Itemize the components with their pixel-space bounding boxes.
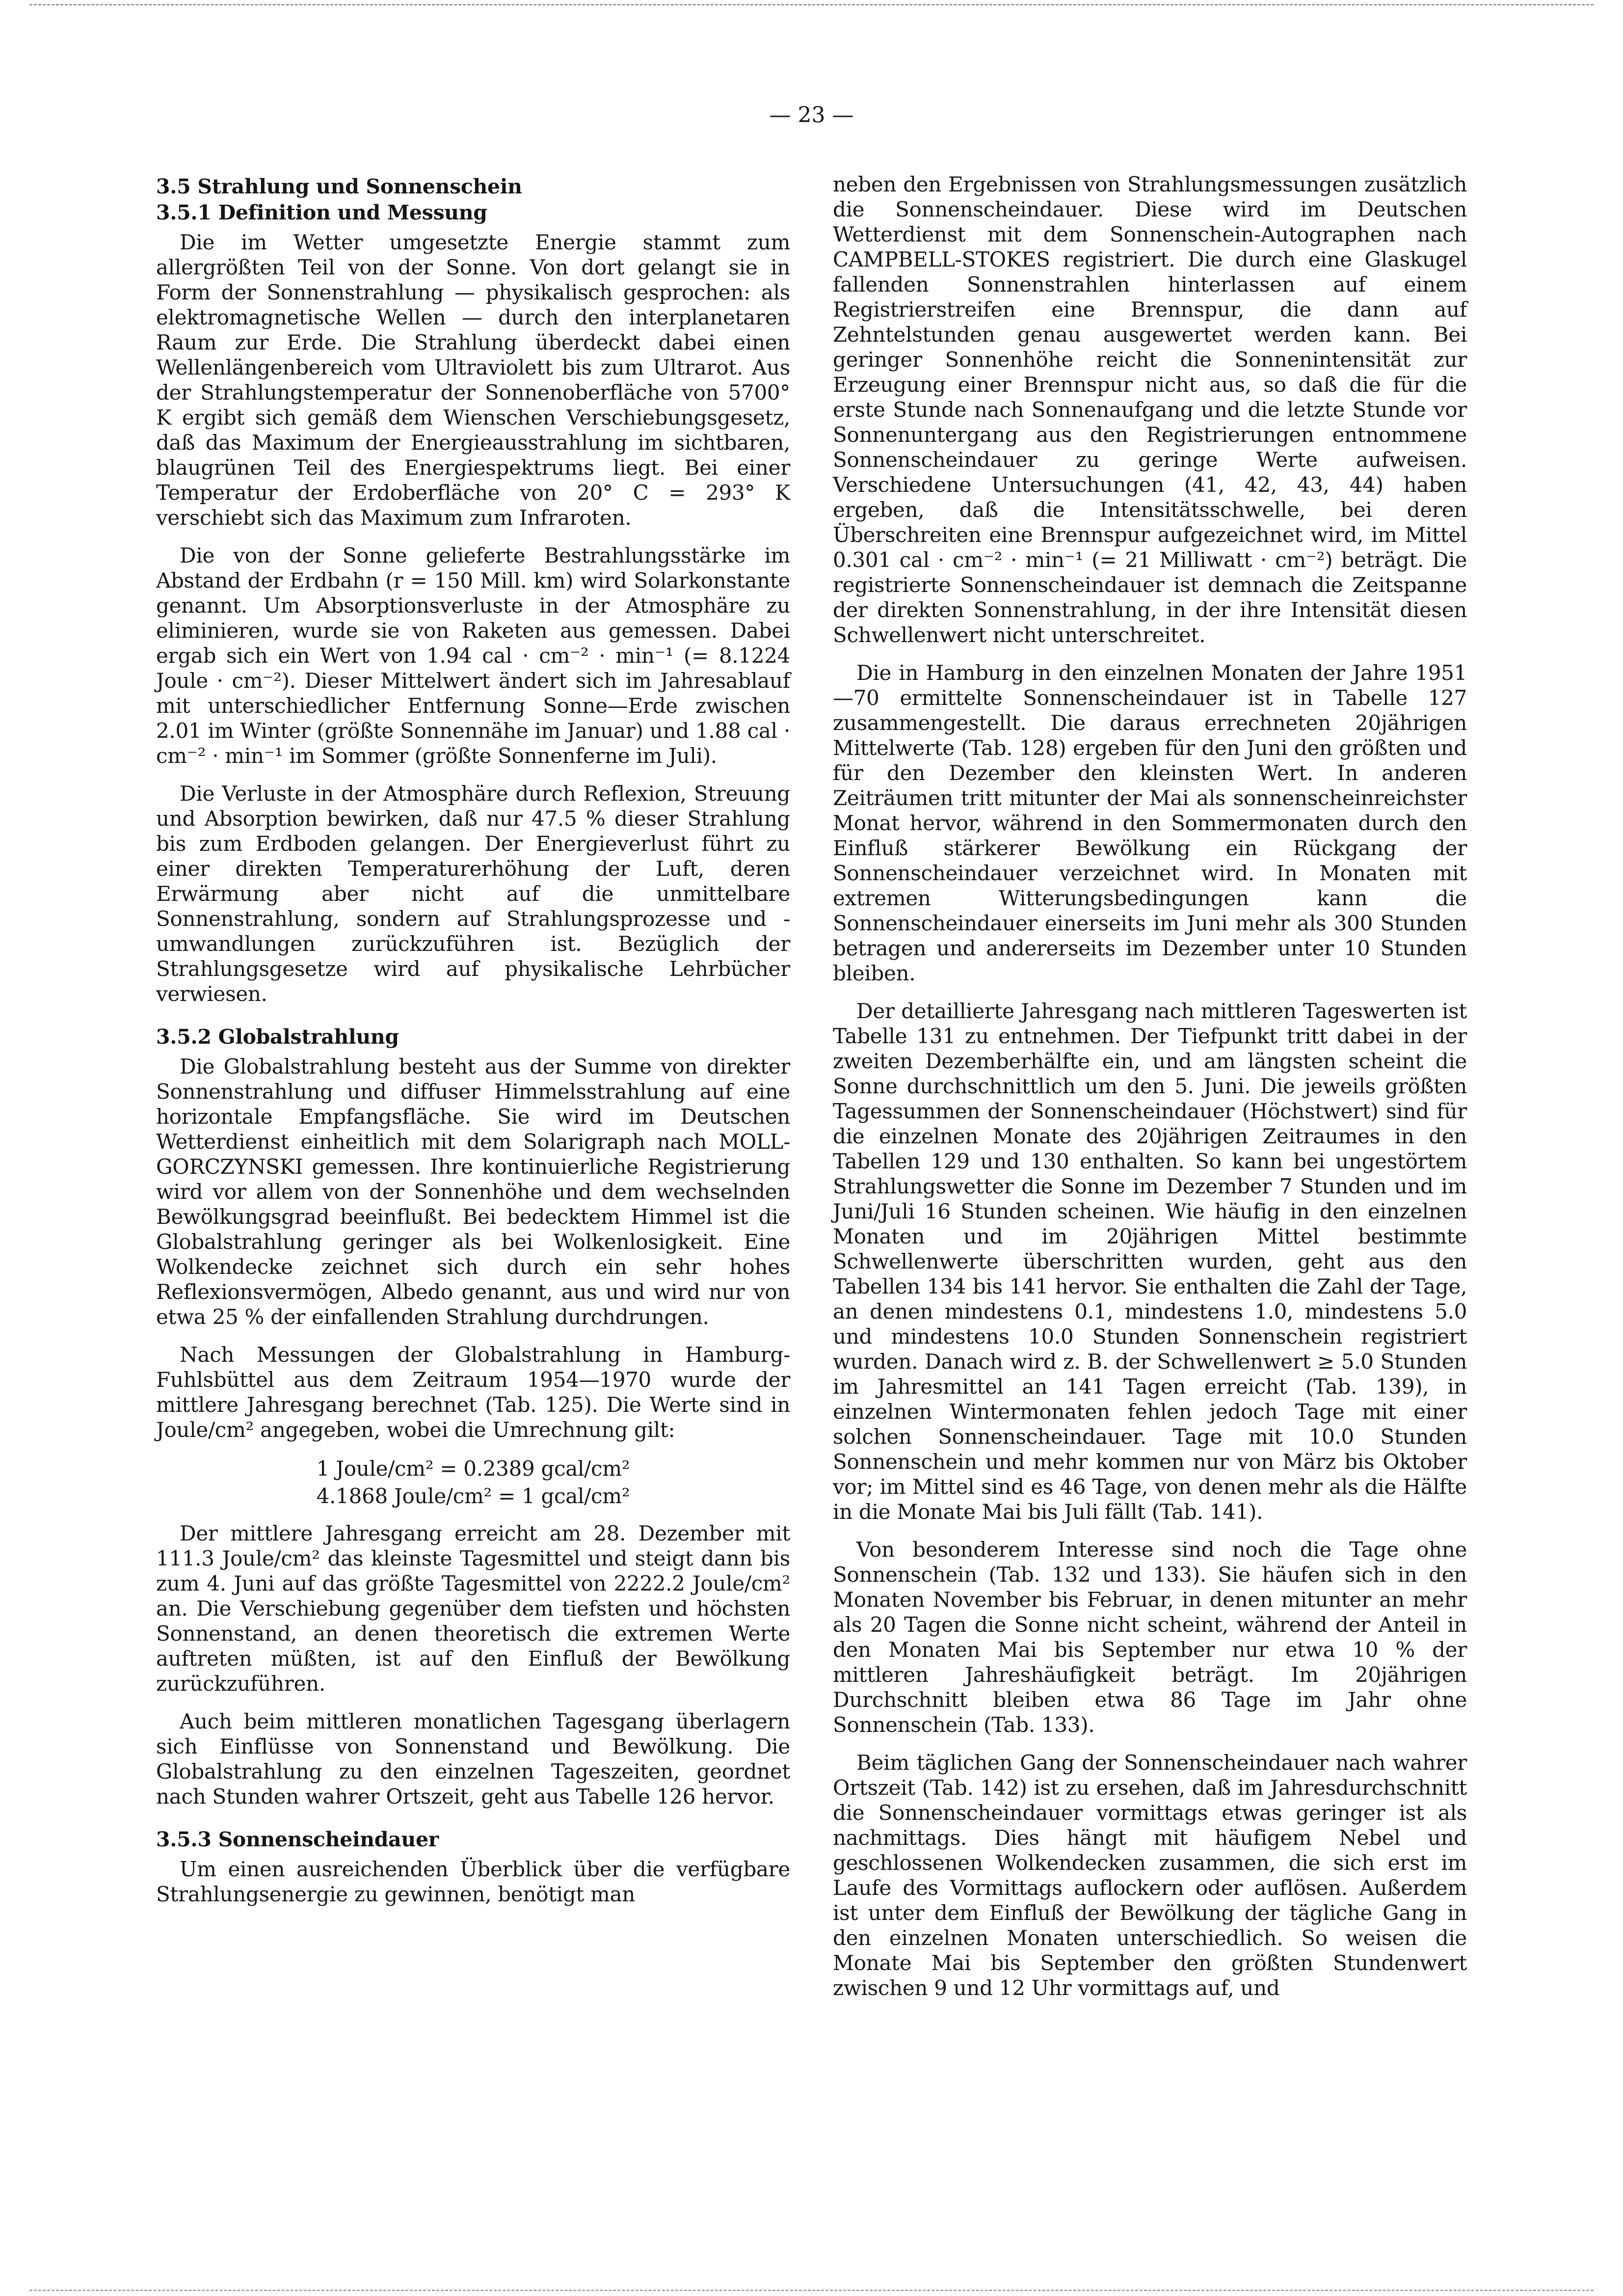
paragraph: Von besonderem Interesse sind noch die Tage ohne Sonnenschein (Tab. 132 und 133). Sie häufen sich in den Monaten November bis Februar, in denen mitunter an mehr als 20 Tagen die Sonne nicht scheint, während der Anteil in den Monaten Mai bis September nur etwa 10 % der mittleren Jahreshäufigkeit beträgt. Im 20jährigen Durchschnitt bleiben etwa 86 Tage im Jahr ohne Sonnenschein (Tab. 133).	[833, 1538, 1467, 1737]
paragraph: Der detaillierte Jahresgang nach mittleren Tageswerten ist Tabelle 131 zu entnehmen. Der Tiefpunkt tritt dabei in der zweiten Dezemberhälfte ein, und am längsten scheint die Sonne durchschnittlich um den 5. Juni. Die jeweils größten Tagessummen der Sonnenscheindauer (Höchstwert) sind für die einzelnen Monate des 20jährigen Zeitraumes in den Tabellen 129 und 130 enthalten. So kann bei ungestörtem Strahlungswetter die Sonne im Dezember 7 Stunden und im Juni/Juli 16 Stunden scheinen. Wie häufig in den einzelnen Monaten und im 20jährigen Mittel bestimmte Schwellenwerte überschritten wurden, geht aus den Tabellen 134 bis 141 hervor. Sie enthalten die Zahl der Tage, an denen mindestens 0.1, mindestens 1.0, mindestens 5.0 und mindestens 10.0 Stunden Sonnenschein registriert wurden. Danach wird z. B. der Schwellenwert ≥ 5.0 Stunden im Jahresmittel an 141 Tagen erreicht (Tab. 139), in einzelnen Wintermonaten fehlen jedoch Tage mit einer solchen Sonnenscheindauer. Tage mit 10.0 Stunden Sonnenschein und mehr kommen nur von März bis Oktober vor; im Mittel sind es 46 Tage, von denen mehr als die Hälfte in die Monate Mai bis Juli fällt (Tab. 141).	[833, 999, 1467, 1524]
paragraph: Beim täglichen Gang der Sonnenscheindauer nach wahrer Ortszeit (Tab. 142) ist zu ersehen, daß im Jahresdurchschnitt die Sonnenscheindauer vormittags etwas geringer ist als nachmittags. Dies hängt mit häufigem Nebel und geschlossenen Wolkendecken zusammen, die sich erst im Laufe des Vormittags auflockern oder auflösen. Außerdem ist unter dem Einfluß der Bewölkung der tägliche Gang in den einzelnen Monaten unterschiedlich. So weisen die Monate Mai bis September den größten Stundenwert zwischen 9 und 12 Uhr vormittags auf, und	[833, 1751, 1467, 2000]
formula-conversion-1: 1 Joule/cm² = 0.2389 gcal/cm²	[316, 1457, 630, 1481]
paragraph: Die Globalstrahlung besteht aus der Summe von direkter Sonnenstrahlung und diffuser Himmelsstrahlung auf eine horizontale Empfangsfläche. Sie wird im Deutschen Wetterdienst einheitlich mit dem Solarigraph nach MOLL-GORCZYNSKI gemessen. Ihre kontinuierliche Registrierung wird vor allem von der Sonnenhöhe und dem wechselnden Bewölkungsgrad beeinflußt. Bei bedecktem Himmel ist die Globalstrahlung geringer als bei Wolkenlosigkeit. Eine Wolkendecke zeichnet sich durch ein sehr hohes Reflexionsvermögen, Albedo genannt, aus und wird nur von etwa 25 % der einfallenden Strahlung durchdrungen.	[156, 1054, 790, 1329]
right-column	[833, 172, 1467, 2013]
scan-edge-bottom	[29, 2290, 1594, 2291]
paragraph: Um einen ausreichenden Überblick über die verfügbare Strahlungsenergie zu gewinnen, benötigt man	[156, 1857, 790, 1906]
paragraph: Die von der Sonne gelieferte Bestrahlungsstärke im Abstand der Erdbahn (r = 150 Mill. km) wird Solarkonstante genannt. Um Absorptionsverluste in der Atmosphäre zu eliminieren, wurde sie von Raketen aus gemessen. Dabei ergab sich ein Wert von 1.94 cal · cm⁻² · min⁻¹ (= 8.1224 Joule · cm⁻²). Dieser Mittelwert ändert sich im Jahresablauf mit unterschiedlicher Entfernung Sonne—Erde zwischen 2.01 im Winter (größte Sonnennähe im Januar) und 1.88 cal · cm⁻² · min⁻¹ im Sommer (größte Sonnenferne im Juli).	[156, 543, 790, 768]
section-heading-3-5-3: 3.5.3 Sonnenscheindauer	[156, 1828, 439, 1851]
formula-conversion-2: 4.1868 Joule/cm² = 1 gcal/cm²	[316, 1484, 630, 1508]
paragraph: neben den Ergebnissen von Strahlungsmessungen zusätzlich die Sonnenscheindauer. Diese wird im Deutschen Wetterdienst mit dem Sonnenschein-Autographen nach CAMPBELL-STOKES registriert. Die durch eine Glaskugel fallenden Sonnenstrahlen hinterlassen auf einem Registrierstreifen eine Brennspur, die dann auf Zehntelstunden genau ausgewertet werden kann. Bei geringer Sonnenhöhe reicht die Sonnenintensität zur Erzeugung einer Brennspur nicht aus, so daß die für die erste Stunde nach Sonnenaufgang und die letzte Stunde vor Sonnenuntergang aus den Registrierungen entnommene Sonnenscheindauer zu geringe Werte aufweisen. Verschiedene Untersuchungen (41, 42, 43, 44) haben ergeben, daß die Intensitätsschwelle, bei deren Überschreiten eine Brennspur aufgezeichnet wird, im Mittel 0.301 cal · cm⁻² · min⁻¹ (= 21 Milliwatt · cm⁻²) beträgt. Die registrierte Sonnenscheindauer ist demnach die Zeitspanne der direkten Sonnenstrahlung, in der ihre Intensität diesen Schwellenwert nicht unterschreitet.	[833, 172, 1467, 647]
paragraph: Der mittlere Jahresgang erreicht am 28. Dezember mit 111.3 Joule/cm² das kleinste Tagesmittel und steigt dann bis zum 4. Juni auf das größte Tagesmittel von 2222.2 Joule/cm² an. Die Verschiebung gegenüber dem tiefsten und höchsten Sonnenstand, an denen theoretisch die extremen Werte auftreten müßten, ist auf den Einfluß der Bewölkung zurückzuführen.	[156, 1521, 790, 1696]
section-heading-3-5-2: 3.5.2 Globalstrahlung	[156, 1025, 399, 1049]
page-number: — 23 —	[769, 103, 854, 128]
section-heading-3-5-1: 3.5.1 Definition und Messung	[156, 201, 487, 224]
left-column	[156, 172, 790, 1919]
section-heading-3-5: 3.5 Strahlung und Sonnenschein	[156, 175, 522, 198]
paragraph: Nach Messungen der Globalstrahlung in Hamburg-Fuhlsbüttel aus dem Zeitraum 1954—1970 wurde der mittlere Jahresgang berechnet (Tab. 125). Die Werte sind in Joule/cm² angegeben, wobei die Umrechnung gilt:	[156, 1343, 790, 1442]
paragraph: Die im Wetter umgesetzte Energie stammt zum allergrößten Teil von der Sonne. Von dort gelangt sie in Form der Sonnenstrahlung — physikalisch gesprochen: als elektromagnetische Wellen — durch den interplanetaren Raum zur Erde. Die Strahlung überdeckt dabei einen Wellenlängenbereich vom Ultraviolett bis zum Ultrarot. Aus der Strahlungstemperatur der Sonnenoberfläche von 5700° K ergibt sich gemäß dem Wienschen Verschiebungsgesetz, daß das Maximum der Energieausstrahlung im sichtbaren, blaugrünen Teil des Energiespektrums liegt. Bei einer Temperatur der Erdoberfläche von 20° C = 293° K verschiebt sich das Maximum zum Infraroten.	[156, 230, 790, 530]
scan-edge-top	[29, 4, 1594, 5]
paragraph: Die in Hamburg in den einzelnen Monaten der Jahre 1951—70 ermittelte Sonnenscheindauer ist in Tabelle 127 zusammengestellt. Die daraus errechneten 20jährigen Mittelwerte (Tab. 128) ergeben für den Juni den größten und für den Dezember den kleinsten Wert. In anderen Zeiträumen tritt mitunter der Mai als sonnenscheinreichster Monat hervor, während in den Sommermonaten durch den Einfluß stärkerer Bewölkung ein Rückgang der Sonnenscheindauer verzeichnet wird. In Monaten mit extremen Witterungsbedingungen kann die Sonnenscheindauer einerseits im Juni mehr als 300 Stunden betragen und andererseits im Dezember unter 10 Stunden bleiben.	[833, 661, 1467, 985]
paragraph: Auch beim mittleren monatlichen Tagesgang überlagern sich Einflüsse von Sonnenstand und Bewölkung. Die Globalstrahlung zu den einzelnen Tageszeiten, geordnet nach Stunden wahrer Ortszeit, geht aus Tabelle 126 hervor.	[156, 1709, 790, 1809]
paragraph: Die Verluste in der Atmosphäre durch Reflexion, Streuung und Absorption bewirken, daß nur 47.5 % dieser Strahlung bis zum Erdboden gelangen. Der Energieverlust führt zu einer direkten Temperaturerhöhung der Luft, deren Erwärmung aber nicht auf die unmittelbare Sonnenstrahlung, sondern auf Strahlungsprozesse und -umwandlungen zurückzuführen ist. Bezüglich der Strahlungsgesetze wird auf physikalische Lehrbücher verwiesen.	[156, 782, 790, 1006]
